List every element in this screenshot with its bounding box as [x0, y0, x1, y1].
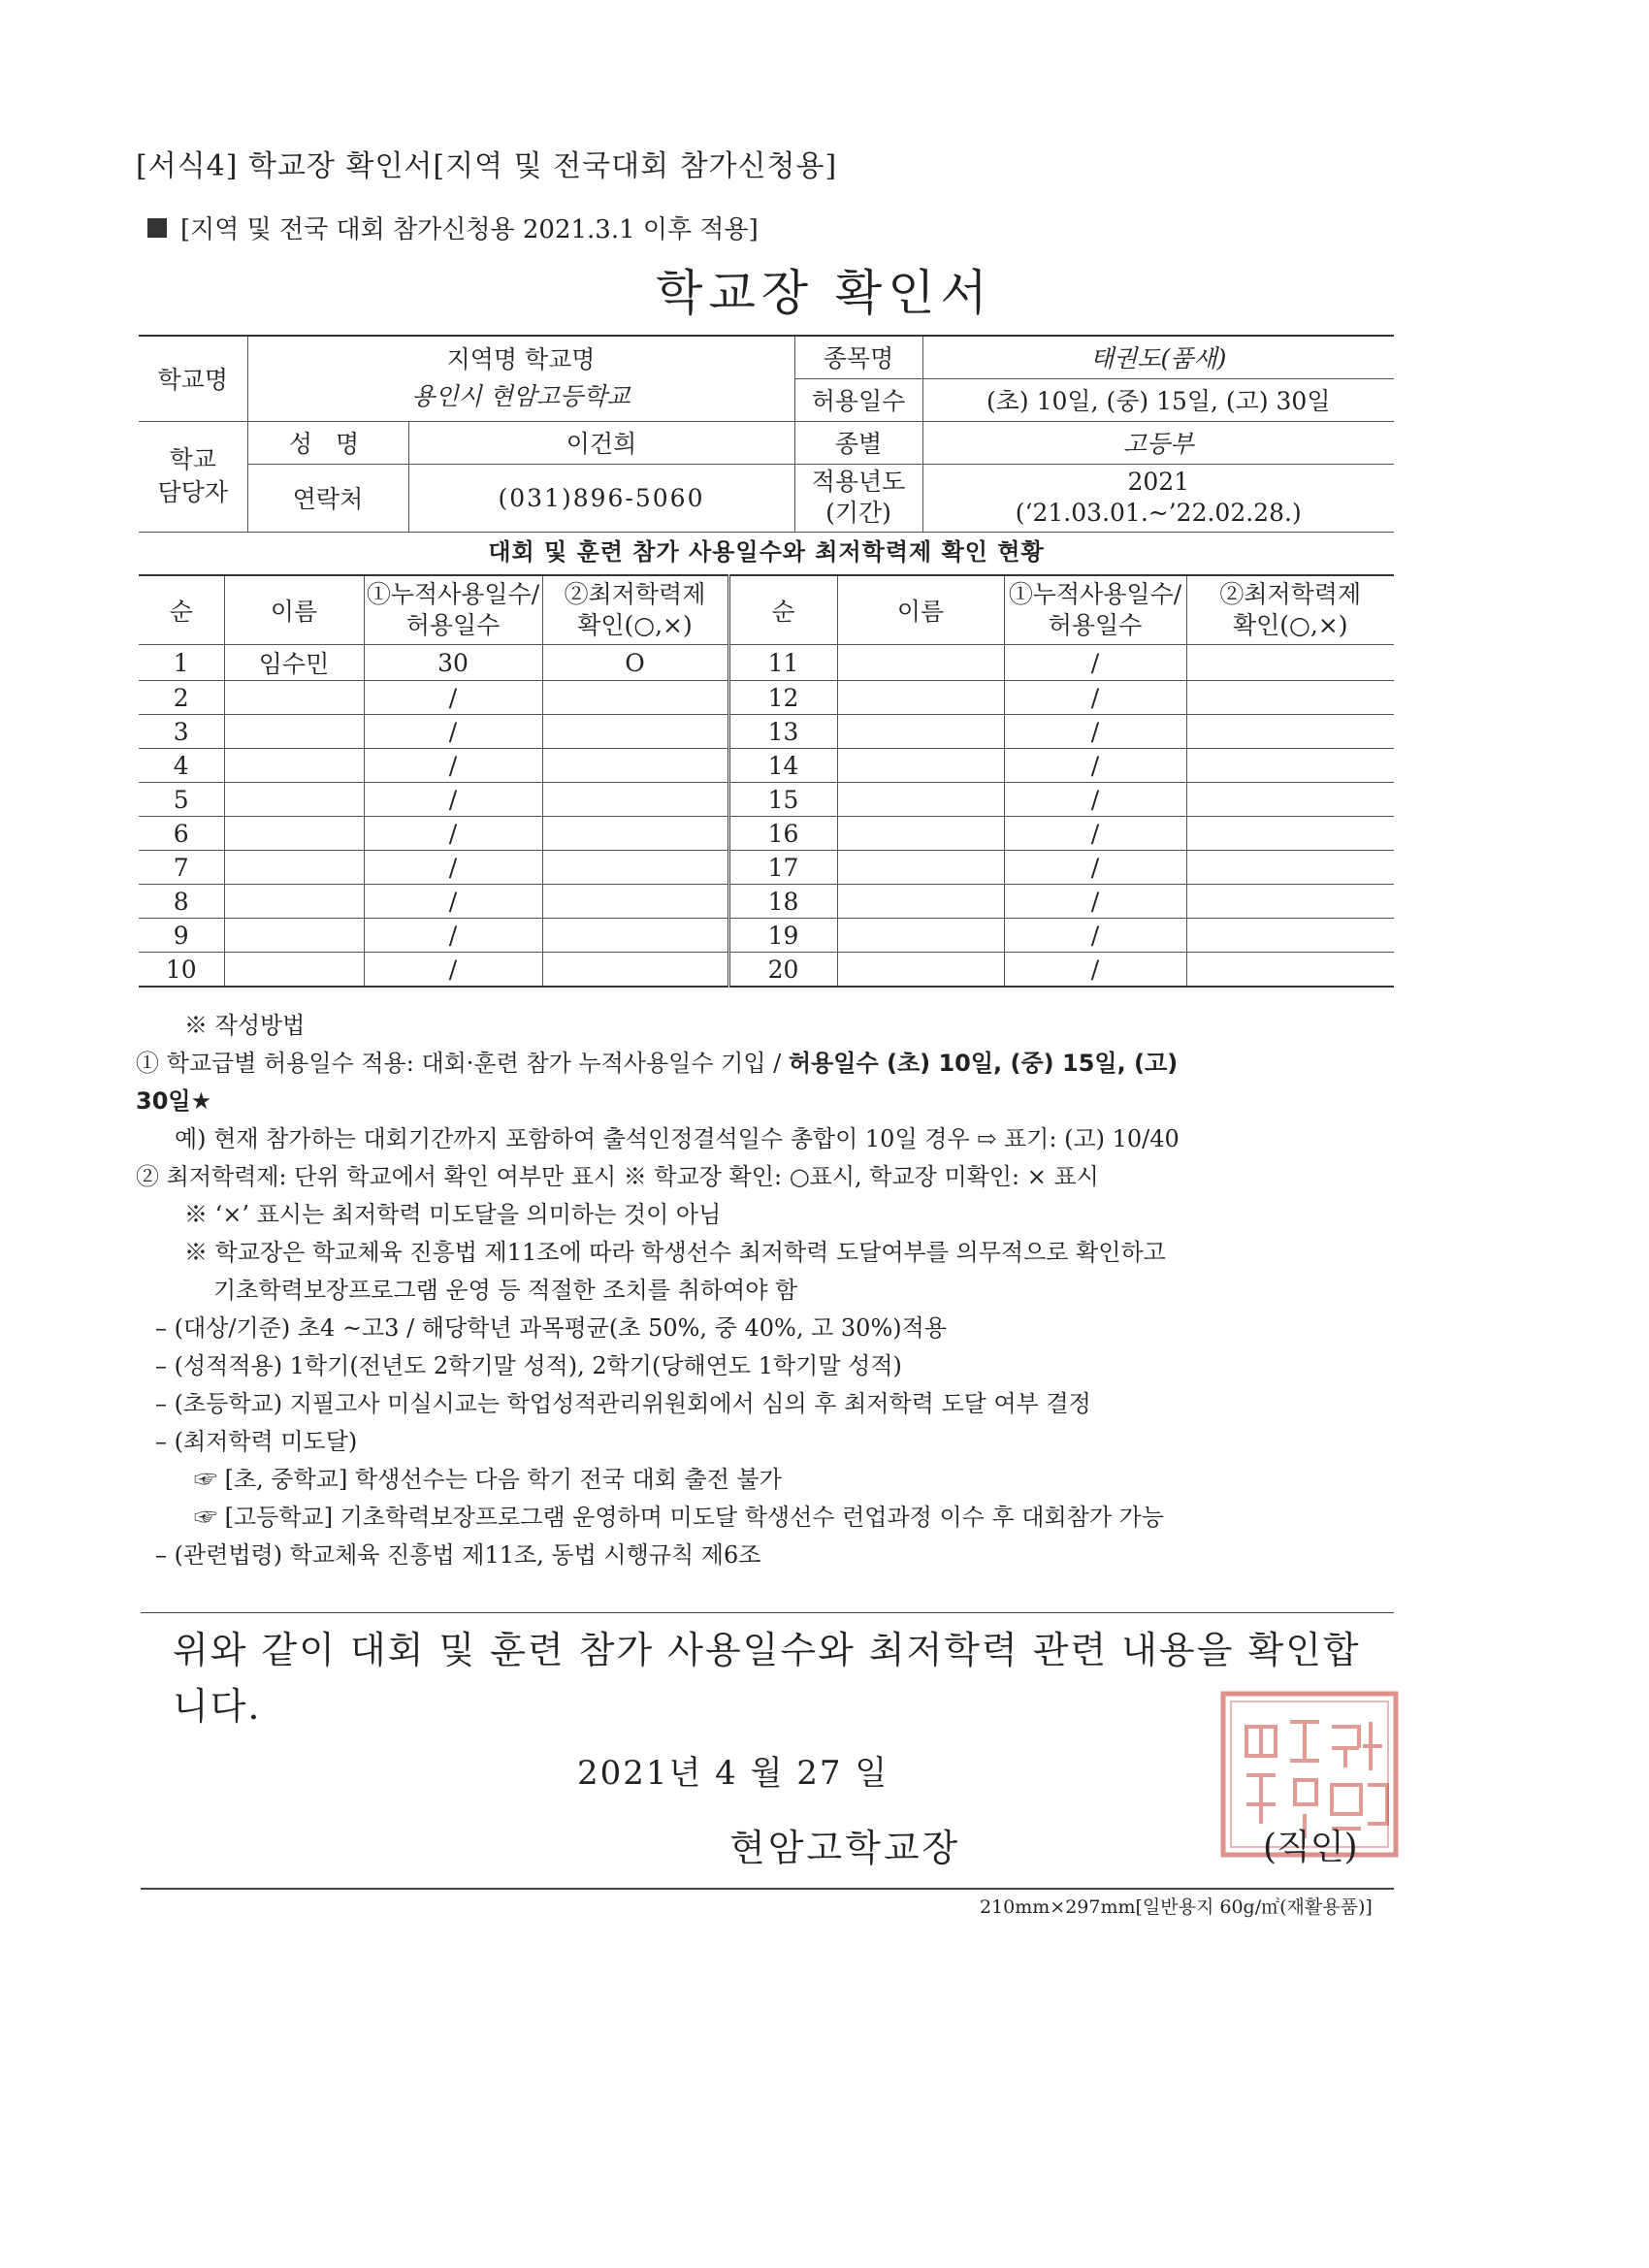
- col-name: 이름: [224, 575, 364, 645]
- row-days: /: [364, 953, 542, 988]
- year-label-line2: (기간): [825, 499, 891, 527]
- row-days: /: [364, 919, 542, 953]
- row-no-2: 17: [728, 851, 837, 885]
- row-days-2: /: [1004, 749, 1186, 783]
- page-title: 학교장 확인서: [656, 265, 993, 321]
- col-check-2-line2: 확인(○,×): [1232, 611, 1348, 639]
- row-name-2: [837, 783, 1004, 817]
- year-label: [794, 464, 922, 532]
- row-no: 6: [139, 817, 224, 851]
- row-no: 3: [139, 715, 224, 749]
- detail-2: – (성적적용) 1학기(전년도 2학기말 성적), 2학기(당해연도 1학기말 성적): [155, 1352, 902, 1379]
- instructions: [136, 1007, 1397, 1574]
- row-name: [224, 885, 364, 919]
- form-subtitle-text: [지역 및 전국 대회 참가신청용 2021.3.1 이후 적용]: [180, 215, 759, 244]
- row-check-2: [1186, 851, 1394, 885]
- row-check: [542, 919, 728, 953]
- paper-spec: 210mm×297mm[일반용지 60g/㎡(재활용품)]: [980, 1896, 1373, 1918]
- school-label: 학교명: [139, 336, 247, 421]
- row-days-2: /: [1004, 885, 1186, 919]
- row-name: [224, 953, 364, 988]
- instruction-2-note-b: ※ 학교장은 학교체육 진흥법 제11조에 따라 학생선수 최저학력 도달여부를 의무적으로 확인하고: [184, 1239, 1166, 1266]
- row-check: [542, 681, 728, 715]
- detail-5: – (관련법령) 학교체육 진흥법 제11조, 동법 시행규칙 제6조: [155, 1541, 761, 1569]
- allowed-days-label: 허용일수: [794, 378, 922, 421]
- row-name-2: [837, 749, 1004, 783]
- row-check: [542, 953, 728, 988]
- col-days-2: [1004, 575, 1186, 645]
- row-check-2: [1186, 885, 1394, 919]
- name-label: 성 명: [247, 421, 408, 464]
- manager-label: [139, 421, 247, 532]
- row-check-2: [1186, 645, 1394, 681]
- detail-4-b: ☞ [고등학교] 기초학력보장프로그램 운영하며 미도달 학생선수 런업과정 이수 후 대회참가 가능: [194, 1504, 1165, 1531]
- row-days: /: [364, 783, 542, 817]
- row-days: /: [364, 851, 542, 885]
- row-no-2: 18: [728, 885, 837, 919]
- row-days-2: /: [1004, 783, 1186, 817]
- row-check-2: [1186, 681, 1394, 715]
- row-days-2: /: [1004, 715, 1186, 749]
- row-no-2: 15: [728, 783, 837, 817]
- instruction-1-cont: 30일★: [136, 1087, 212, 1115]
- table-row: [139, 817, 1394, 851]
- row-name: [224, 715, 364, 749]
- detail-4-a: ☞ [초, 중학교] 학생선수는 다음 학기 전국 대회 출전 불가: [194, 1466, 782, 1493]
- row-days: /: [364, 681, 542, 715]
- table-row: [139, 681, 1394, 715]
- row-days: 30: [364, 645, 542, 681]
- col-name-2: 이름: [837, 575, 1004, 645]
- instruction-1: [136, 1045, 1397, 1083]
- seal-label: (직인): [1263, 1828, 1358, 1867]
- detail-3: – (초등학교) 지필고사 미실시교는 학업성적관리위원회에서 심의 후 최저학력 도달 여부 결정: [155, 1390, 1091, 1417]
- row-no: 7: [139, 851, 224, 885]
- instruction-1-text: ① 학교급별 허용일수 적용: 대회·훈련 참가 누적사용일수 기입 /: [136, 1050, 789, 1077]
- year-value: 2021: [1127, 468, 1190, 496]
- row-check: [542, 885, 728, 919]
- instructions-heading: ※ 작성방법: [184, 1012, 306, 1039]
- row-days: /: [364, 885, 542, 919]
- row-name: [224, 681, 364, 715]
- row-check: [542, 783, 728, 817]
- divider: [141, 1612, 1394, 1613]
- col-check-line2: 확인(○,×): [577, 611, 693, 639]
- row-days: /: [364, 817, 542, 851]
- col-no-2: 순: [728, 575, 837, 645]
- row-check: [542, 715, 728, 749]
- row-check: [542, 749, 728, 783]
- row-name-2: [837, 851, 1004, 885]
- table-row: [139, 885, 1394, 919]
- table-row: [139, 783, 1394, 817]
- row-name-2: [837, 715, 1004, 749]
- row-days-2: /: [1004, 919, 1186, 953]
- row-no-2: 14: [728, 749, 837, 783]
- status-title: 대회 및 훈련 참가 사용일수와 최저학력제 확인 현황: [488, 538, 1045, 566]
- row-no: 8: [139, 885, 224, 919]
- instruction-1-bold: 허용일수 (초) 10일, (중) 15일, (고): [788, 1050, 1179, 1077]
- row-name: [224, 851, 364, 885]
- row-no-2: 20: [728, 953, 837, 988]
- row-check-2: [1186, 715, 1394, 749]
- row-no: 10: [139, 953, 224, 988]
- col-check-2-line1: ②최저학력제: [1219, 580, 1362, 608]
- table-row: [139, 851, 1394, 885]
- form-subtitle: [147, 210, 759, 245]
- name-value: 이건희: [408, 421, 794, 464]
- row-name-2: [837, 817, 1004, 851]
- signature-date: 2021년 4 월 27 일: [577, 1754, 889, 1793]
- row-check-2: [1186, 919, 1394, 953]
- manager-label-line2: 담당자: [157, 478, 228, 506]
- table-row: [139, 715, 1394, 749]
- sport-label: 종목명: [794, 336, 922, 378]
- row-name-2: [837, 645, 1004, 681]
- row-name: [224, 817, 364, 851]
- col-days-line1: ①누적사용일수/: [366, 580, 540, 608]
- row-no: 9: [139, 919, 224, 953]
- status-table: [139, 574, 1394, 988]
- detail-4: – (최저학력 미도달): [155, 1428, 358, 1455]
- row-no-2: 12: [728, 681, 837, 715]
- col-check-2: [1186, 575, 1394, 645]
- col-days-2-line1: ①누적사용일수/: [1008, 580, 1182, 608]
- row-name: [224, 919, 364, 953]
- sport-value: 태권도(품새): [922, 336, 1394, 378]
- row-no-2: 11: [728, 645, 837, 681]
- manager-label-line1: 학교: [169, 445, 216, 473]
- row-no: 5: [139, 783, 224, 817]
- row-name-2: [837, 953, 1004, 988]
- school-info-table: [139, 335, 1394, 533]
- row-no: 2: [139, 681, 224, 715]
- col-check: [542, 575, 728, 645]
- row-days-2: /: [1004, 817, 1186, 851]
- school-value: 용인시 현암고등학교: [411, 382, 630, 411]
- row-name-2: [837, 681, 1004, 715]
- row-name: [224, 749, 364, 783]
- school-heading: 지역명 학교명: [446, 345, 596, 374]
- instruction-2: ② 최저학력제: 단위 학교에서 확인 여부만 표시 ※ 학교장 확인: ○표시, 학교장 미확인: × 표시: [136, 1163, 1099, 1190]
- row-no-2: 16: [728, 817, 837, 851]
- division-value: 고등부: [922, 421, 1394, 464]
- col-days-line2: 허용일수: [405, 611, 501, 639]
- table-row: [139, 645, 1394, 681]
- row-name-2: [837, 885, 1004, 919]
- table-row: [139, 749, 1394, 783]
- year-value-cell: [922, 464, 1394, 532]
- bottom-divider: [141, 1888, 1394, 1890]
- row-check-2: [1186, 749, 1394, 783]
- row-days: /: [364, 749, 542, 783]
- detail-1: – (대상/기준) 초4 ~고3 / 해당학년 과목평균(초 50%, 중 40%, 고 30%)적용: [155, 1314, 947, 1342]
- principal-title: 현암고학교장: [729, 1827, 961, 1869]
- table-row: [139, 919, 1394, 953]
- row-name: 임수민: [224, 645, 364, 681]
- division-label: 종별: [794, 421, 922, 464]
- year-label-line1: 적용년도: [811, 468, 906, 496]
- contact-value: (031)896-5060: [408, 464, 794, 532]
- row-name-2: [837, 919, 1004, 953]
- form-label: [서식4] 학교장 확인서[지역 및 전국대회 참가신청용]: [136, 149, 838, 183]
- row-days-2: /: [1004, 851, 1186, 885]
- school-cell: [247, 336, 794, 421]
- row-check: [542, 817, 728, 851]
- row-no-2: 19: [728, 919, 837, 953]
- row-no: 4: [139, 749, 224, 783]
- allowed-days-value: (초) 10일, (중) 15일, (고) 30일: [922, 378, 1394, 421]
- row-name: [224, 783, 364, 817]
- row-check-2: [1186, 783, 1394, 817]
- square-bullet-icon: [147, 218, 167, 238]
- row-no: 1: [139, 645, 224, 681]
- col-days: [364, 575, 542, 645]
- row-check-2: [1186, 817, 1394, 851]
- col-no: 순: [139, 575, 224, 645]
- row-days-2: /: [1004, 681, 1186, 715]
- row-check: [542, 851, 728, 885]
- instruction-2-note-a: ※ ‘×’ 표시는 최저학력 미도달을 의미하는 것이 아님: [184, 1201, 722, 1228]
- table-row: [139, 953, 1394, 988]
- period-value: (‘21.03.01.~’22.02.28.): [1015, 499, 1302, 527]
- instruction-1-example: 예) 현재 참가하는 대회기간까지 포함하여 출석인정결석일수 총합이 10일 경우 ⇨ 표기: (고) 10/40: [175, 1125, 1180, 1152]
- col-days-2-line2: 허용일수: [1048, 611, 1143, 639]
- status-header-row: [139, 575, 1394, 645]
- contact-label: 연락처: [247, 464, 408, 532]
- row-no-2: 13: [728, 715, 837, 749]
- row-days: /: [364, 715, 542, 749]
- row-check: O: [542, 645, 728, 681]
- row-days-2: /: [1004, 953, 1186, 988]
- col-check-line1: ②최저학력제: [564, 580, 706, 608]
- row-check-2: [1186, 953, 1394, 988]
- row-days-2: /: [1004, 645, 1186, 681]
- instruction-2-note-b-cont: 기초학력보장프로그램 운영 등 적절한 조치를 취하여야 함: [213, 1277, 798, 1304]
- confirmation-text: 위와 같이 대회 및 훈련 참가 사용일수와 최저학력 관련 내용을 확인합니다.: [173, 1629, 1361, 1728]
